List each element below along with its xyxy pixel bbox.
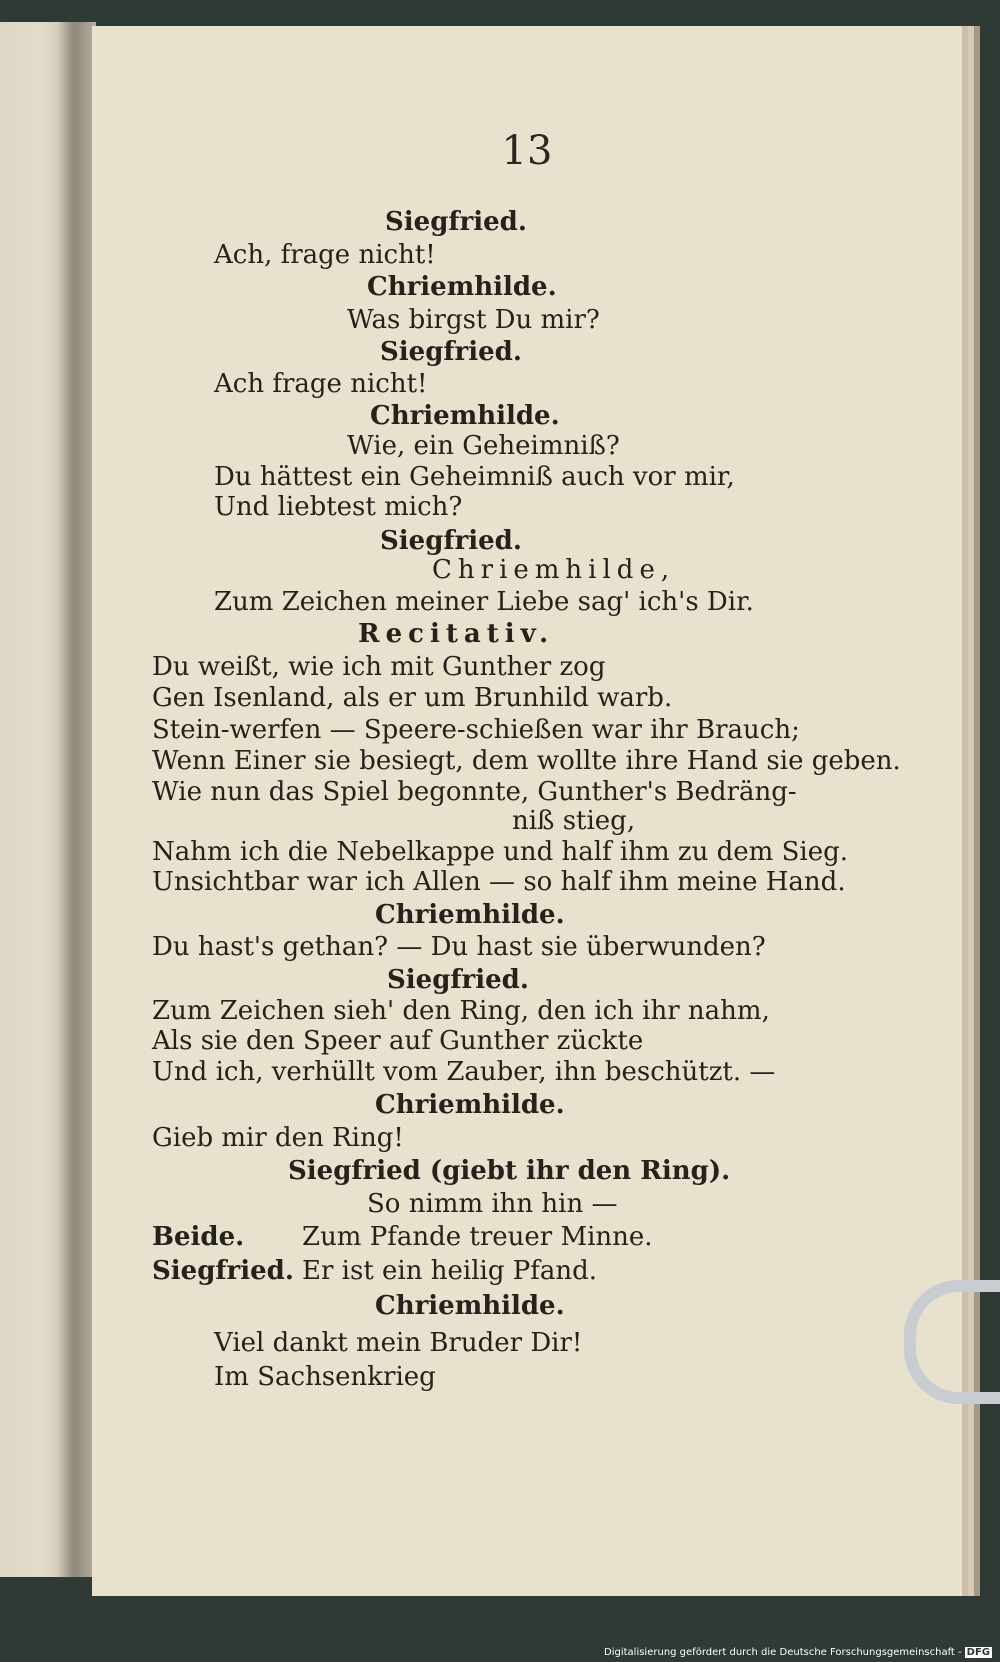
- verse-line: Zum Zeichen sieh' den Ring, den ich ihr nahm,: [152, 996, 770, 1026]
- verse-line: Wie, ein Geheimniß?: [347, 431, 620, 461]
- paper-clip: [904, 1280, 1000, 1404]
- verse-line: Stein-werfen — Speere-schießen war ihr Brauch;: [152, 715, 800, 745]
- verse-line: Was birgst Du mir?: [347, 305, 600, 335]
- speaker-chriemhilde: Chriemhilde.: [370, 401, 560, 431]
- verse-line: Er ist ein heilig Pfand.: [302, 1256, 598, 1286]
- verse-line: Als sie den Speer auf Gunther zückte: [152, 1026, 644, 1056]
- verse-line: Ach frage nicht!: [214, 369, 428, 399]
- verse-line: Zum Pfande treuer Minne.: [302, 1222, 653, 1252]
- speaker-chriemhilde: Chriemhilde.: [375, 1291, 565, 1321]
- verse-line: So nimm ihn hin —: [367, 1189, 618, 1219]
- verse-line: Und liebtest mich?: [214, 492, 463, 522]
- speaker-chriemhilde: Chriemhilde.: [375, 900, 565, 930]
- verse-line: Wie nun das Spiel begonnte, Gunther's Bedräng-: [152, 777, 797, 807]
- verse-line: Und ich, verhüllt vom Zauber, ihn beschützt. —: [152, 1057, 776, 1087]
- dfg-logo: DFG: [966, 1647, 990, 1658]
- speaker-chriemhilde: Chriemhilde.: [367, 272, 557, 302]
- verse-line: Viel dankt mein Bruder Dir!: [214, 1328, 583, 1358]
- verse-line: Wenn Einer sie besiegt, dem wollte ihre Hand sie geben.: [152, 746, 901, 776]
- verse-line: Unsichtbar war ich Allen — so half ihm meine Hand.: [152, 867, 846, 897]
- speaker-siegfried: Siegfried.: [380, 337, 522, 367]
- section-recitativ: Recitativ.: [358, 619, 555, 649]
- verse-line: Du hättest ein Geheimniß auch vor mir,: [214, 462, 735, 492]
- verse-line: Du hast's gethan? — Du hast sie überwunden?: [152, 932, 766, 962]
- verse-line: Gieb mir den Ring!: [152, 1123, 404, 1153]
- speaker-chriemhilde: Chriemhilde.: [375, 1090, 565, 1120]
- speaker-siegfried: Siegfried.: [387, 965, 529, 995]
- book-gutter: [56, 22, 96, 1577]
- verse-line: Nahm ich die Nebelkappe und half ihm zu dem Sieg.: [152, 837, 848, 867]
- speaker-beide: Beide.: [152, 1222, 245, 1252]
- verse-line: Zum Zeichen meiner Liebe sag' ich's Dir.: [214, 587, 754, 617]
- digitization-footer: [604, 1647, 992, 1658]
- verse-line: Gen Isenland, als er um Brunhild warb.: [152, 683, 673, 713]
- speaker-siegfried: Siegfried.: [380, 526, 522, 556]
- speaker-siegfried: Siegfried.: [152, 1256, 294, 1286]
- verse-line: niß stieg,: [512, 806, 636, 836]
- verse-line: Ach, frage nicht!: [214, 240, 436, 270]
- speaker-siegfried: Siegfried.: [385, 207, 527, 237]
- verse-line: Du weißt, wie ich mit Gunther zog: [152, 652, 606, 682]
- page-number: 13: [501, 128, 553, 174]
- book-page: [92, 26, 962, 1596]
- address-chriemhilde: Chriemhilde,: [432, 555, 676, 585]
- footer-text: Digitalisierung gefördert durch die Deutsche Forschungsgemeinschaft -: [604, 1647, 962, 1658]
- speaker-siegfried-direction: Siegfried (giebt ihr den Ring).: [288, 1156, 731, 1186]
- verse-line: Im Sachsenkrieg: [214, 1362, 436, 1392]
